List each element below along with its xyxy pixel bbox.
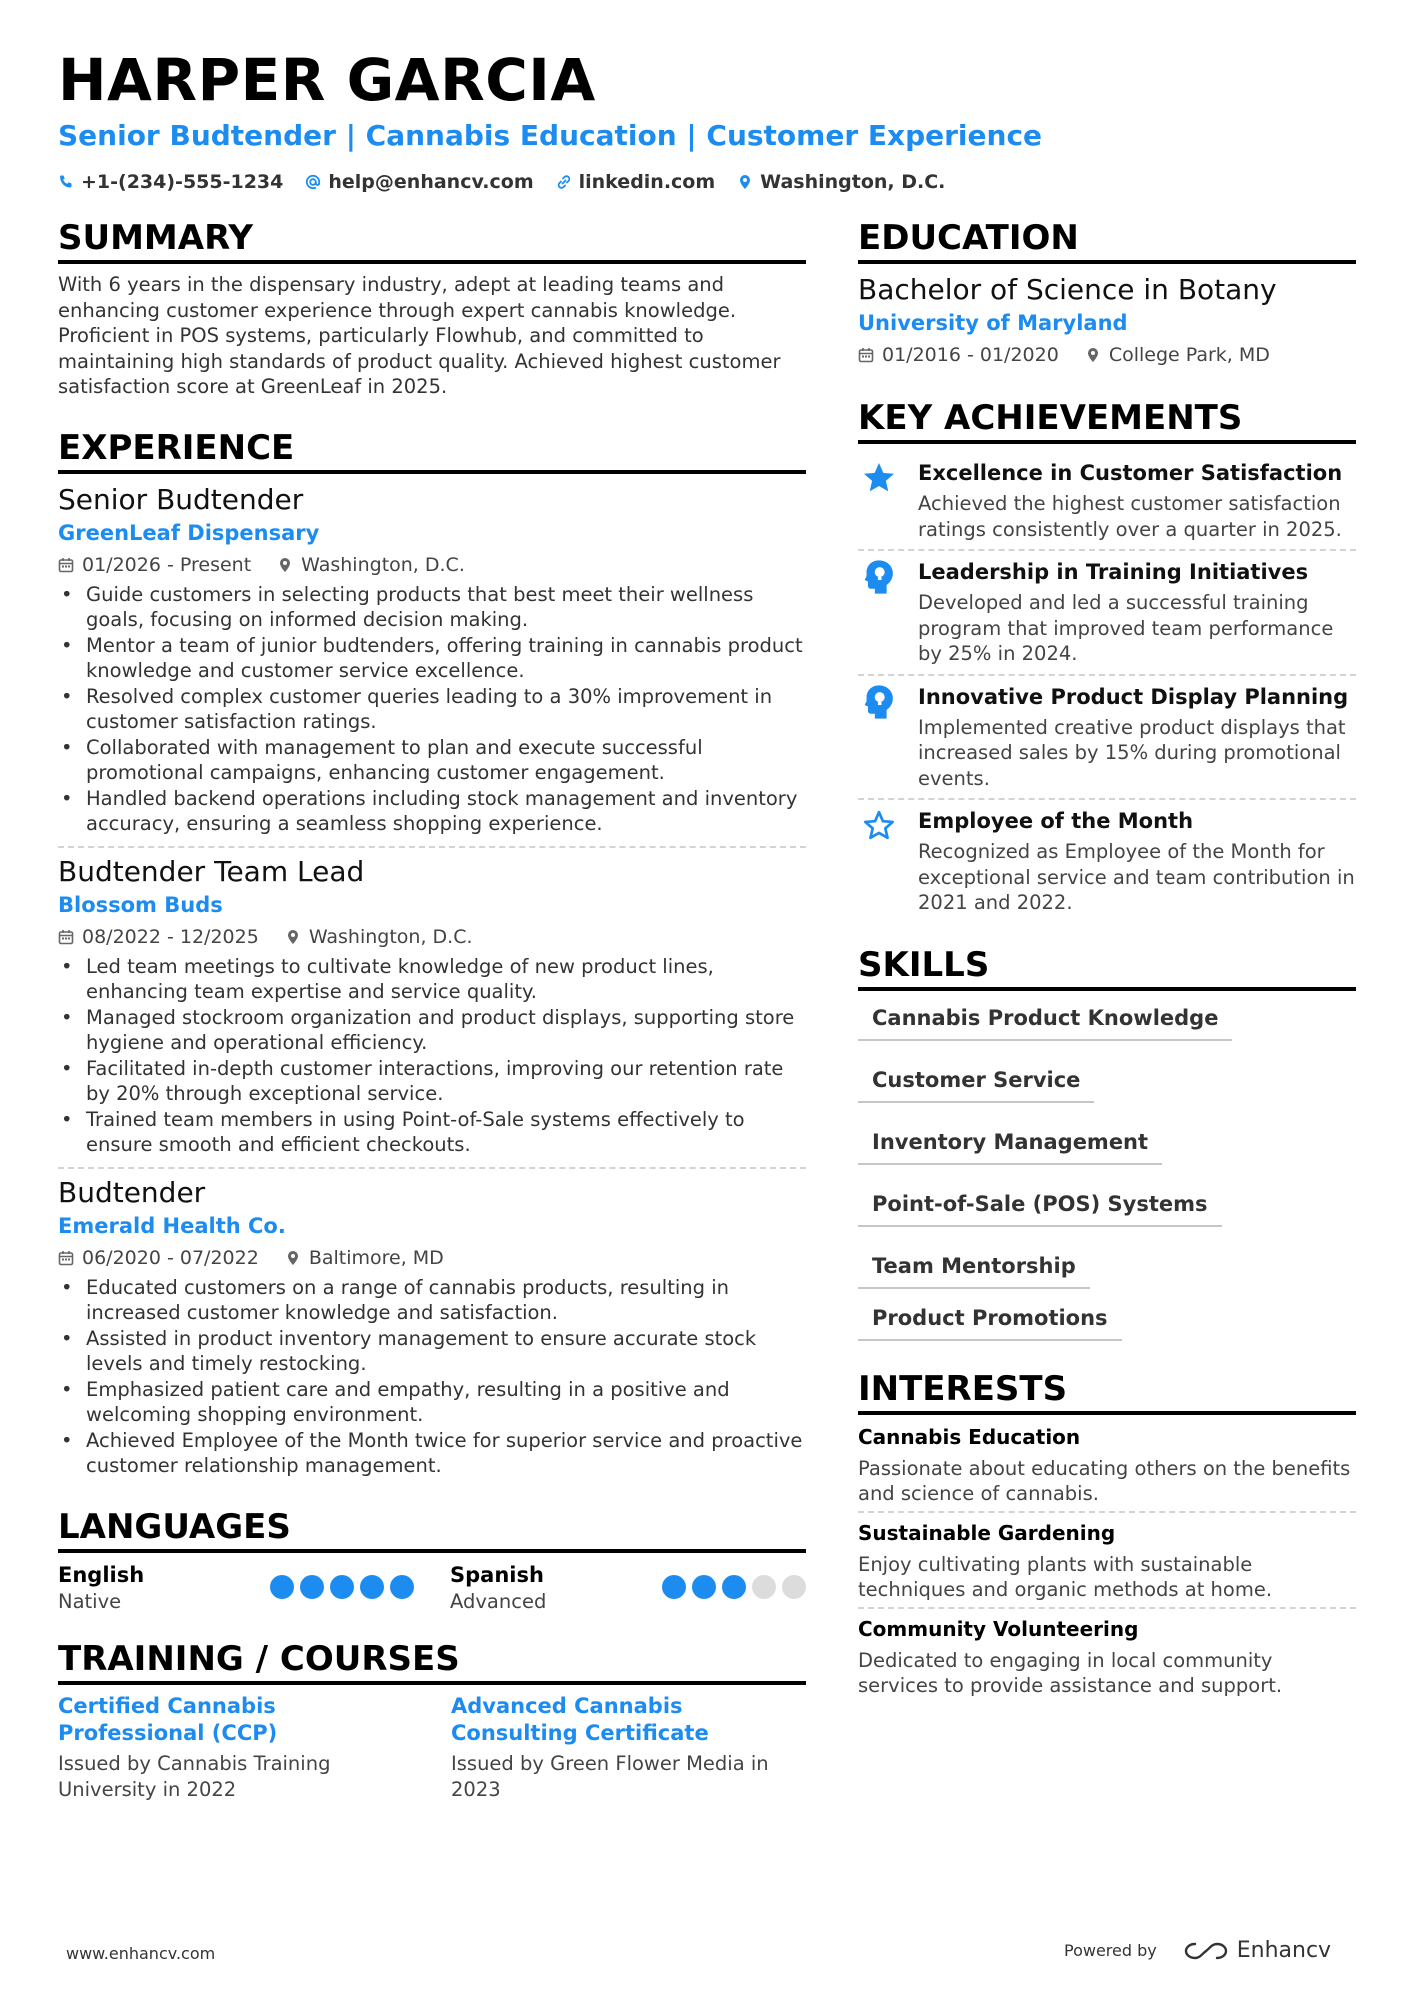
education-dates [858, 340, 1059, 370]
job-bullet: • Handled backend operations including stock management and inventory accuracy, ensuring a seamless shopping experience. [58, 786, 806, 837]
achievement-item [858, 800, 1356, 923]
link-icon [556, 174, 572, 190]
interest-item [858, 1423, 1356, 1507]
calendar-icon [58, 929, 74, 945]
contact-phone-text: +1-(234)-555-1234 [81, 171, 284, 193]
job-bullet: • Emphasized patient care and empathy, resulting in a positive and welcoming shopping environment. [58, 1377, 806, 1428]
job-location-text: Washington, D.C. [308, 925, 473, 948]
job-dates-text: 01/2026 - Present [82, 553, 252, 576]
summary-text: With 6 years in the dispensary industry, adept at leading teams and enhancing customer experience through expert cannabis knowledge. Proficient in POS systems, particularly Flowhub, and committed to maintaining high standards of product quality. Achieved highest customer satisfaction score at GreenLeaf in 2025. [58, 273, 781, 398]
achievement-icon-wrap [858, 557, 900, 667]
skill-tag: Product Promotions [858, 1299, 1122, 1341]
location-pin-icon [737, 174, 753, 190]
headline: Senior Budtender | Cannabis Education | Customer Experience [58, 119, 1043, 152]
job-location-text: Washington, D.C. [301, 553, 465, 576]
calendar-icon [58, 557, 74, 573]
education-meta [858, 340, 1356, 370]
job-bullet: • Guide customers in selecting products that best meet their wellness goals, focusing on informed decision making. [58, 582, 806, 633]
contact-location [737, 168, 945, 196]
candidate-name: HARPER GARCIA [58, 46, 596, 114]
interest-item [858, 1615, 1356, 1699]
skills-list [858, 999, 1356, 1341]
contact-bar [58, 168, 945, 196]
at-icon [305, 174, 321, 190]
right-column [858, 216, 1356, 1699]
job-location [285, 1243, 444, 1273]
job-meta [58, 922, 806, 952]
divider [858, 1607, 1356, 1609]
brand-logo[interactable] [1183, 1938, 1331, 1963]
courses-list [58, 1693, 806, 1803]
calendar-icon [58, 1250, 74, 1266]
rating-dot-filled [300, 1575, 324, 1599]
achievement-icon-wrap [858, 458, 900, 542]
language-level: Advanced [450, 1589, 547, 1613]
job-bullet: • Educated customers on a range of cannabis products, resulting in increased customer knowledge and satisfaction. [58, 1275, 806, 1326]
divider [58, 846, 806, 848]
achievement-item [858, 551, 1356, 674]
rating-dot-filled [390, 1575, 414, 1599]
job-bullet: • Led team meetings to cultivate knowledge of new product lines, enhancing team expertise and service quality. [58, 954, 806, 1005]
interest-desc: Dedicated to engaging in local community services to provide assistance and support. [858, 1648, 1283, 1697]
course-desc: Issued by Green Flower Media in 2023 [451, 1751, 769, 1801]
achievement-desc: Achieved the highest customer satisfaction ratings consistently over a quarter in 2025. [918, 492, 1342, 541]
course-title: Certified Cannabis Professional (CCP) [58, 1693, 278, 1745]
achievement-title: Employee of the Month [918, 809, 1194, 833]
contact-location-text: Washington, D.C. [760, 171, 946, 193]
education-degree: Bachelor of Science in Botany [858, 273, 1277, 306]
education-school: University of Maryland [858, 311, 1128, 335]
course-title: Advanced Cannabis Consulting Certificate [451, 1693, 709, 1745]
interest-title: Community Volunteering [858, 1616, 1139, 1641]
rating-dot-empty [782, 1575, 806, 1599]
achievement-icon-wrap [858, 682, 900, 792]
job-bullet: • Achieved Employee of the Month twice for superior service and proactive customer relationship management. [58, 1428, 806, 1479]
job-dates-text: 06/2020 - 07/2022 [82, 1246, 259, 1269]
language-level: Native [58, 1589, 122, 1613]
education-location [1085, 340, 1270, 370]
contact-link-text: linkedin.com [578, 171, 716, 193]
course-item [451, 1693, 806, 1803]
job-bullet: • Resolved complex customer queries leading to a 30% improvement in customer satisfaction ratings. [58, 684, 806, 735]
job-location-text: Baltimore, MD [308, 1246, 444, 1269]
footer-branding [1064, 1938, 1331, 1963]
language-item [58, 1561, 414, 1617]
achievement-item [858, 676, 1356, 799]
job-company: GreenLeaf Dispensary [58, 520, 320, 545]
rating-dot-empty [752, 1575, 776, 1599]
phone-icon [58, 174, 74, 190]
rating-dot-filled [330, 1575, 354, 1599]
language-rating [270, 1575, 414, 1599]
interests-title: INTERESTS [858, 1367, 1356, 1415]
skill-tag: Team Mentorship [858, 1247, 1090, 1289]
job-dates-text: 08/2022 - 12/2025 [82, 925, 259, 948]
footer-website[interactable]: www.enhancv.com [66, 1944, 216, 1963]
job-bullet: • Collaborated with management to plan and execute successful promotional campaigns, enhancing customer engagement. [58, 735, 806, 786]
job-meta [58, 550, 806, 580]
job-entry [58, 482, 806, 837]
training-title: TRAINING / COURSES [58, 1637, 806, 1685]
head-bulb-icon [862, 684, 896, 720]
education-dates-text: 01/2016 - 01/2020 [882, 344, 1059, 366]
location-pin-icon [285, 1250, 301, 1266]
job-entry [58, 854, 806, 1158]
summary-title: SUMMARY [58, 216, 806, 264]
job-location [277, 550, 465, 580]
achievement-title: Leadership in Training Initiatives [918, 560, 1309, 584]
star-outline-icon [861, 808, 897, 844]
rating-dot-filled [692, 1575, 716, 1599]
job-bullets [58, 1275, 806, 1479]
location-pin-icon [285, 929, 301, 945]
job-bullet: • Mentor a team of junior budtenders, offering training in cannabis product knowledge and customer service excellence. [58, 633, 806, 684]
skills-title: SKILLS [858, 943, 1356, 991]
job-role: Budtender [58, 1175, 206, 1209]
interest-desc: Enjoy cultivating plants with sustainable techniques and organic methods at home. [858, 1552, 1273, 1601]
achievement-item [858, 452, 1356, 549]
rating-dot-filled [360, 1575, 384, 1599]
achievement-title: Excellence in Customer Satisfaction [918, 461, 1343, 485]
experience-title: EXPERIENCE [58, 426, 806, 474]
language-name: English [58, 1562, 145, 1587]
brand-name: Enhancv [1236, 1938, 1332, 1963]
divider [858, 1511, 1356, 1513]
interest-title: Sustainable Gardening [858, 1520, 1116, 1545]
course-item [58, 1693, 413, 1803]
achievement-desc: Implemented creative product displays that increased sales by 15% during promotional events. [918, 715, 1346, 790]
star-filled-icon [861, 460, 897, 496]
calendar-icon [858, 347, 874, 363]
job-company: Blossom Buds [58, 892, 223, 917]
languages-list [58, 1561, 806, 1617]
achievement-title: Innovative Product Display Planning [918, 684, 1349, 709]
contact-phone[interactable] [58, 168, 283, 196]
language-rating [662, 1575, 806, 1599]
languages-title: LANGUAGES [58, 1505, 806, 1553]
rating-dot-filled [662, 1575, 686, 1599]
job-bullets [58, 582, 806, 837]
education-location-text: College Park, MD [1108, 344, 1270, 366]
contact-email-text: help@enhancv.com [328, 171, 534, 193]
job-role: Senior Budtender [58, 482, 304, 516]
interest-item [858, 1519, 1356, 1603]
job-dates [58, 1243, 259, 1273]
job-dates [58, 550, 251, 580]
job-location [285, 922, 473, 952]
location-pin-icon [1085, 347, 1101, 363]
job-bullet: • Trained team members in using Point-of-Sale systems effectively to ensure smooth and efficient checkouts. [58, 1107, 806, 1158]
contact-email[interactable] [305, 168, 533, 196]
enhancv-logo-icon [1183, 1940, 1229, 1962]
job-bullets [58, 954, 806, 1158]
skill-tag: Customer Service [858, 1061, 1094, 1103]
divider [58, 1167, 806, 1169]
achievement-desc: Developed and led a successful training program that improved team performance by 25% in 2024. [918, 591, 1334, 665]
education-title: EDUCATION [858, 216, 1356, 264]
job-meta [58, 1243, 806, 1273]
achievement-icon-wrap [858, 806, 900, 916]
skill-tag: Cannabis Product Knowledge [858, 999, 1232, 1041]
achievement-desc: Recognized as Employee of the Month for exceptional service and team contribution in 2021 and 2022. [918, 840, 1355, 914]
language-item [450, 1561, 806, 1617]
rating-dot-filled [270, 1575, 294, 1599]
job-company: Emerald Health Co. [58, 1213, 286, 1238]
job-bullet: • Assisted in product inventory management to ensure accurate stock levels and timely restocking. [58, 1326, 806, 1377]
job-dates [58, 922, 259, 952]
interest-title: Cannabis Education [858, 1424, 1081, 1449]
job-role: Budtender Team Lead [58, 854, 365, 888]
skill-tag: Inventory Management [858, 1123, 1162, 1165]
achievements-title: KEY ACHIEVEMENTS [858, 396, 1356, 444]
job-entry [58, 1175, 806, 1479]
interest-desc: Passionate about educating others on the benefits and science of cannabis. [858, 1456, 1351, 1505]
course-desc: Issued by Cannabis Training University in 2022 [58, 1751, 331, 1801]
powered-by-label: Powered by [1064, 1941, 1157, 1960]
head-bulb-icon [862, 559, 896, 595]
job-bullet: • Managed stockroom organization and product displays, supporting store hygiene and operational efficiency. [58, 1005, 806, 1056]
skill-tag: Point-of-Sale (POS) Systems [858, 1185, 1222, 1227]
rating-dot-filled [722, 1575, 746, 1599]
left-column [58, 216, 806, 1803]
location-pin-icon [277, 557, 293, 573]
language-name: Spanish [450, 1562, 544, 1587]
contact-link[interactable] [556, 168, 716, 196]
job-bullet: • Facilitated in-depth customer interactions, improving our retention rate by 20% through exceptional service. [58, 1056, 806, 1107]
